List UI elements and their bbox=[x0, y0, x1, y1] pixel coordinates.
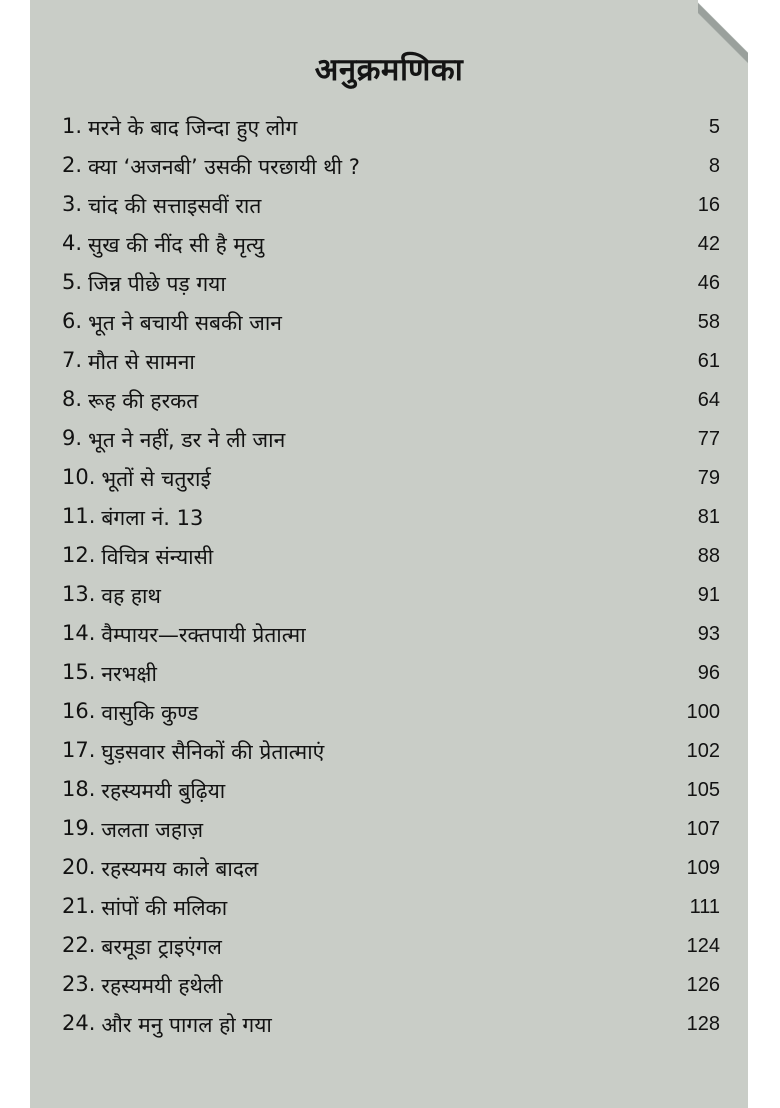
toc-entry-title: जिन्न पीछे पड़ गया bbox=[88, 271, 226, 296]
toc-entry bbox=[62, 693, 720, 732]
toc-entry-number: 20. bbox=[62, 854, 96, 879]
toc-entry bbox=[62, 147, 720, 186]
toc-entry-number: 4. bbox=[62, 230, 83, 255]
toc-entry-number: 7. bbox=[62, 347, 83, 372]
toc-entry bbox=[62, 342, 720, 381]
toc-entry-number: 1. bbox=[62, 113, 83, 138]
toc-entry-text bbox=[62, 582, 161, 610]
toc-entry-number: 19. bbox=[62, 815, 96, 840]
toc-entry-title: भूत ने बचायी सबकी जान bbox=[88, 310, 282, 335]
toc-entry bbox=[62, 1005, 720, 1044]
toc-entry bbox=[62, 732, 720, 771]
toc-entry-page: 16 bbox=[697, 194, 720, 216]
toc-entry-text bbox=[62, 933, 222, 961]
toc-entry-text bbox=[62, 426, 285, 454]
toc-entry bbox=[62, 264, 720, 303]
toc-entry-title: घुड़सवार सैनिकों की प्रेतात्माएं bbox=[101, 739, 325, 764]
toc-entry-text bbox=[62, 504, 203, 532]
toc-entry-number: 21. bbox=[62, 893, 96, 918]
toc-entry-title: रहस्यमयी बुढ़िया bbox=[101, 778, 226, 803]
toc-entry-title: जलता जहाज़ bbox=[101, 817, 204, 842]
toc-entry-page: 79 bbox=[697, 467, 720, 489]
toc-entry-text bbox=[62, 738, 324, 766]
toc-entry bbox=[62, 888, 720, 927]
toc-entry-text bbox=[62, 387, 198, 415]
toc-entry-page: 109 bbox=[686, 857, 720, 879]
toc-entry-page: 105 bbox=[686, 779, 720, 801]
toc-entry bbox=[62, 810, 720, 849]
toc-entry-title: मरने के बाद जिन्दा हुए लोग bbox=[88, 115, 298, 140]
toc-entry-title: सांपों की मलिका bbox=[101, 895, 228, 920]
toc-entry-text bbox=[62, 855, 258, 883]
toc-entry-number: 17. bbox=[62, 737, 96, 762]
toc-entry-page: 46 bbox=[697, 272, 720, 294]
toc-entry bbox=[62, 108, 720, 147]
toc-entry-text bbox=[62, 231, 264, 259]
toc-entry-text bbox=[62, 621, 306, 649]
toc-entry-title: सुख की नींद सी है मृत्यु bbox=[88, 232, 265, 257]
toc-entry-title: वैम्पायर—रक्तपायी प्रेतात्मा bbox=[101, 622, 306, 647]
toc-entry bbox=[62, 537, 720, 576]
toc-entry-number: 14. bbox=[62, 620, 96, 645]
toc-entry-text bbox=[62, 816, 203, 844]
toc-entry-text bbox=[62, 777, 225, 805]
toc-entry-number: 10. bbox=[62, 464, 96, 489]
toc-entry-number: 23. bbox=[62, 971, 96, 996]
toc-entry-title: वह हाथ bbox=[101, 583, 161, 608]
toc-entry bbox=[62, 576, 720, 615]
toc-entry bbox=[62, 186, 720, 225]
table-of-contents bbox=[62, 108, 720, 1044]
toc-entry bbox=[62, 381, 720, 420]
toc-entry bbox=[62, 420, 720, 459]
toc-entry-page: 91 bbox=[697, 584, 720, 606]
toc-entry-number: 6. bbox=[62, 308, 83, 333]
toc-entry-title: भूतों से चतुराई bbox=[101, 466, 211, 491]
toc-entry bbox=[62, 303, 720, 342]
toc-entry-page: 64 bbox=[697, 389, 720, 411]
toc-entry-page: 107 bbox=[686, 818, 720, 840]
toc-entry-number: 5. bbox=[62, 269, 83, 294]
toc-entry-number: 24. bbox=[62, 1010, 96, 1035]
toc-entry bbox=[62, 849, 720, 888]
toc-entry-text bbox=[62, 894, 227, 922]
toc-entry-title: भूत ने नहीं, डर ने ली जान bbox=[88, 427, 286, 452]
toc-entry-title: रहस्यमय काले बादल bbox=[101, 856, 259, 881]
toc-entry-text bbox=[62, 1011, 272, 1039]
toc-entry-page: 100 bbox=[686, 701, 720, 723]
toc-entry-title: बंगला नं. 13 bbox=[101, 505, 204, 530]
toc-entry-number: 13. bbox=[62, 581, 96, 606]
toc-entry-number: 11. bbox=[62, 503, 96, 528]
toc-entry-page: 8 bbox=[708, 155, 720, 177]
toc-entry-page: 102 bbox=[686, 740, 720, 762]
toc-entry-number: 15. bbox=[62, 659, 96, 684]
toc-entry bbox=[62, 654, 720, 693]
toc-entry-title: और मनु पागल हो गया bbox=[101, 1012, 272, 1037]
toc-entry-text bbox=[62, 465, 211, 493]
toc-entry-text bbox=[62, 660, 157, 688]
toc-entry-text bbox=[62, 348, 195, 376]
toc-entry-page: 111 bbox=[689, 896, 720, 918]
book-page bbox=[30, 0, 748, 1108]
toc-entry-number: 16. bbox=[62, 698, 96, 723]
toc-entry-text bbox=[62, 699, 198, 727]
toc-entry-text bbox=[62, 114, 297, 142]
toc-entry-page: 88 bbox=[697, 545, 720, 567]
toc-entry bbox=[62, 498, 720, 537]
toc-entry bbox=[62, 459, 720, 498]
toc-entry-title: क्या ‘अजनबी’ उसकी परछायी थी ? bbox=[88, 154, 360, 179]
toc-entry-page: 81 bbox=[697, 506, 720, 528]
toc-entry-page: 124 bbox=[686, 935, 720, 957]
toc-entry-page: 5 bbox=[708, 116, 720, 138]
toc-entry-title: बरमूडा ट्राइएंगल bbox=[101, 934, 222, 959]
toc-entry-page: 61 bbox=[697, 350, 720, 372]
toc-entry-page: 126 bbox=[686, 974, 720, 996]
toc-entry bbox=[62, 771, 720, 810]
toc-entry bbox=[62, 615, 720, 654]
toc-entry-title: रहस्यमयी हथेली bbox=[101, 973, 223, 998]
toc-entry-page: 58 bbox=[697, 311, 720, 333]
toc-entry-number: 22. bbox=[62, 932, 96, 957]
toc-entry-number: 18. bbox=[62, 776, 96, 801]
toc-entry bbox=[62, 927, 720, 966]
toc-entry-title: नरभक्षी bbox=[101, 661, 157, 686]
toc-entry-title: वासुकि कुण्ड bbox=[101, 700, 199, 725]
toc-entry-text bbox=[62, 543, 213, 571]
toc-entry-number: 9. bbox=[62, 425, 83, 450]
toc-entry-page: 128 bbox=[686, 1013, 720, 1035]
toc-entry-number: 12. bbox=[62, 542, 96, 567]
toc-entry-title: मौत से सामना bbox=[88, 349, 195, 374]
toc-entry-number: 3. bbox=[62, 191, 83, 216]
toc-entry-page: 96 bbox=[697, 662, 720, 684]
toc-entry-text bbox=[62, 972, 223, 1000]
toc-entry bbox=[62, 225, 720, 264]
toc-entry-text bbox=[62, 153, 360, 181]
toc-entry-text bbox=[62, 270, 226, 298]
toc-entry-page: 77 bbox=[697, 428, 720, 450]
toc-entry-page: 42 bbox=[697, 233, 720, 255]
toc-entry-page: 93 bbox=[697, 623, 720, 645]
toc-entry-title: चांद की सत्ताइसवीं रात bbox=[88, 193, 262, 218]
toc-entry-number: 8. bbox=[62, 386, 83, 411]
page-title: अनुक्रमणिका bbox=[314, 52, 464, 88]
toc-entry-text bbox=[62, 192, 261, 220]
toc-entry-text bbox=[62, 309, 282, 337]
toc-entry-title: विचित्र संन्यासी bbox=[101, 544, 214, 569]
toc-entry-number: 2. bbox=[62, 152, 83, 177]
toc-entry-title: रूह की हरकत bbox=[88, 388, 199, 413]
toc-entry bbox=[62, 966, 720, 1005]
